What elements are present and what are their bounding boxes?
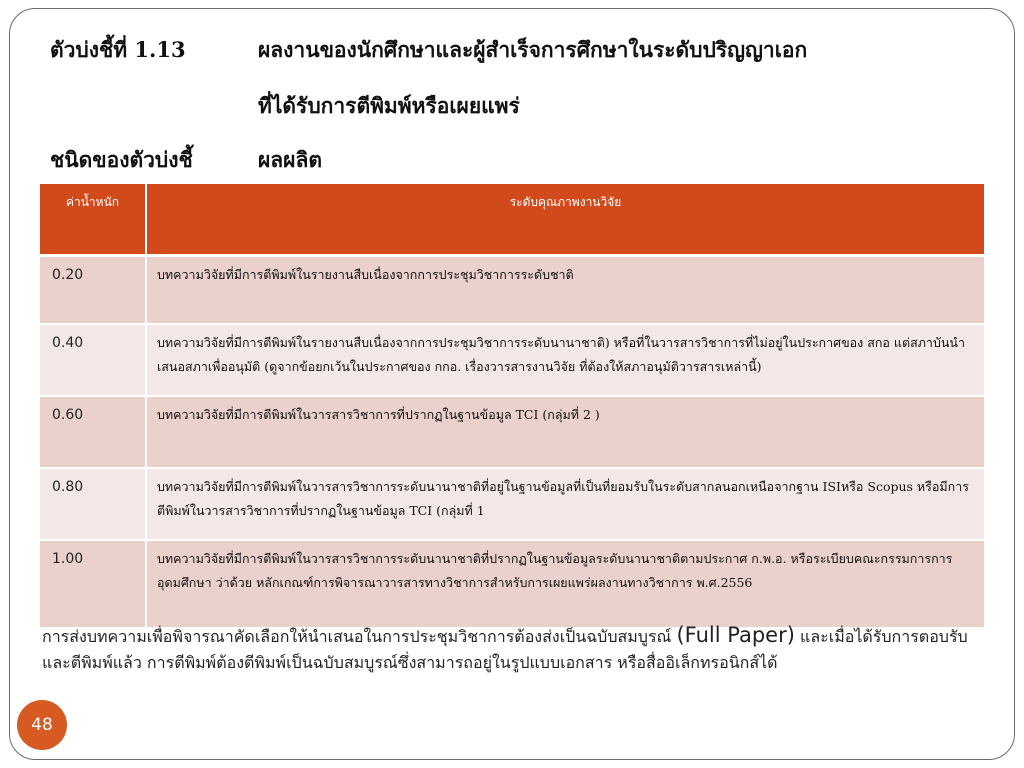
page-number-badge [17,700,67,750]
note-text-part1: การส่งบทความเพื่อพิจารณาคัดเลือกให้นำเสนอในการประชุมวิชาการต้องส่งเป็นฉบับสมบูรณ์ [42,627,677,646]
table-row [40,396,984,468]
table-header-row [40,184,984,256]
indicator-label: ตัวบ่งชี้ที่ 1.13 [50,37,186,62]
description-cell: บทความวิจัยที่มีการตีพิมพ์ในวารสารวิชาการระดับนานาชาติที่ปรากฏในฐานข้อมูลระดับนานาชาติตามประกาศ ก.พ.อ. หรือระเบียบคณะกรรมการการอุดมศึกษา ว่าด้วย หลักเกณฑ์การพิจารณาวารสารทางวิชาการสำหรับการเผยแพร่ผลงานทางวิชาการ พ.ศ.2556 [146,540,984,628]
weight-cell: 0.60 [40,396,146,468]
quality-rubric-table [40,184,984,629]
table-row [40,540,984,628]
weight-cell: 0.40 [40,324,146,396]
description-cell: บทความวิจัยที่มีการตีพิมพ์ในรายงานสืบเนื่องจากการประชุมวิชาการระดับนานาชาติ) หรือที่ในวารสารวิชาการที่ไม่อยู่ในประกาศของ สกอ แต่สภาบันนำเสนอสภาเพื่ออนุมัติ (ดูจากข้อยกเว้นในประกาศของ กกอ. เรื่องวารสารงานวิจัย ที่ต้องให้สภาอนุมัติวารสารเหล่านี้) [146,324,984,396]
indicator-type-value: ผลผลิต [258,147,322,172]
description-cell: บทความวิจัยที่มีการตีพิมพ์ในวารสารวิชาการที่ปรากฏในฐานข้อมูล TCI (กลุ่มที่ 2 ) [146,396,984,468]
note-text-part2: และเมื่อได้รับการตอบรับและตีพิมพ์แล้ว การตีพิมพ์ต้องตีพิมพ์เป็นฉบับสมบูรณ์ซึ่งสามารถอยู่ในรูปแบบเอกสาร หรือสื่ออิเล็กทรอนิกส์ได้ [42,627,968,672]
column-header-quality: ระดับคุณภาพงานวิจัย [146,184,984,256]
page-number: 48 [31,715,53,735]
note-full-paper: (Full Paper) [676,623,795,647]
submission-note [42,622,972,676]
column-header-weight: ค่าน้ำหนัก [40,184,146,256]
weight-cell: 0.80 [40,468,146,540]
table-row [40,256,984,324]
table-row [40,468,984,540]
description-cell: บทความวิจัยที่มีการตีพิมพ์ในรายงานสืบเนื่องจากการประชุมวิชาการระดับชาติ [146,256,984,324]
weight-cell: 1.00 [40,540,146,628]
table-row [40,324,984,396]
indicator-type-label: ชนิดของตัวบ่งชี้ [50,147,193,172]
indicator-title-line2: ที่ได้รับการตีพิมพ์หรือเผยแพร่ [258,93,520,118]
description-cell: บทความวิจัยที่มีการตีพิมพ์ในวารสารวิชาการระดับนานาชาติที่อยู่ในฐานข้อมูลที่เป็นที่ยอมรับในระดับสากลนอกเหนือจากฐาน ISIหรือ Scopus หรือมีการตีพิมพ์ในวารสารวิชาการที่ปรากฏในฐานข้อมูล TCI (กลุ่มที่ 1 [146,468,984,540]
weight-cell: 0.20 [40,256,146,324]
indicator-title-line1: ผลงานของนักศึกษาและผู้สำเร็จการศึกษาในระดับปริญญาเอก [258,37,808,62]
